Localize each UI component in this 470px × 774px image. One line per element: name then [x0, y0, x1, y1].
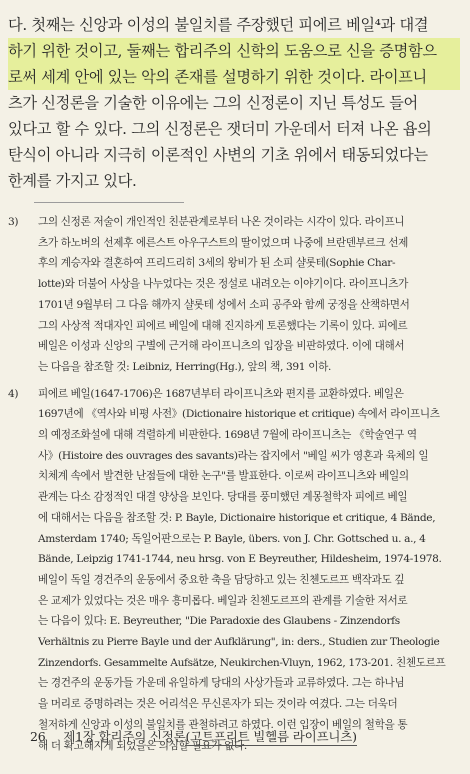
footnote-line: 사》(Histoire des ouvrages des savants)라는 잡지에서 "베일 씨가 영혼과 육체의 일: [38, 449, 429, 462]
footnote-line: 철저하게 신앙과 이성의 불일치를 관철하려고 하였다. 이런 입장이 베일의 철학을 통: [38, 718, 408, 731]
footnote-line: 는 다음을 참조할 것: Leibniz, Herring(Hg.), 앞의 책, 391 이하.: [38, 360, 331, 373]
main-text-line: 있다고 할 수 있다. 그의 신정론은 잿더미 가운데서 터져 나온 욥의: [8, 120, 432, 138]
footnote-line: 1701년 9월부터 그 다음 해까지 샬롯테 성에서 소피 공주와 함께 궁정을 산책하면서: [38, 298, 410, 311]
footnote-divider: [34, 202, 184, 203]
footnote-3: [8, 212, 460, 378]
main-text-line: 하기 위한 것이고, 둘째는 합리주의 신학의 도움으로 신을 증명함으: [8, 38, 460, 64]
footnote-line: 베일이 독일 경건주의 운동에서 중요한 축을 담당하고 있는 친첸도르프 백작과도 깊: [38, 573, 405, 586]
footnote-line: 피에르 베일(1647-1706)은 1687년부터 라이프니츠와 편지를 교환하였다. 베일은: [38, 387, 404, 400]
main-text-line: 한계를 가지고 있다.: [8, 172, 137, 190]
footnote-line: lotte)와 더불어 사상을 나누었다는 것은 정설로 내려오는 이야기이다. 라이프니츠가: [38, 278, 409, 291]
footnote-line: 을 머리로 증명하려는 것은 어리석은 무신론자가 되는 것이라 여겼다. 그는 더욱더: [38, 698, 398, 711]
footnote-line: Bände, Leipzig 1741-1744, neu hrsg. von E Beyreuther, Hildesheim, 1974-1978.: [38, 553, 442, 566]
footnote-line: 1697년에 《역사와 비평 사전》(Dictionaire historique et critique) 속에서 라이프니츠: [38, 408, 440, 421]
footnote-line: 관계는 다소 감정적인 대결 양상을 보인다. 당대를 풍미했던 계몽철학자 피에르 베일: [38, 491, 408, 504]
footnote-line: Amsterdam 1740; 독일어판으로는 P. Bayle, übers. von J. Chr. Gottsched u. a., 4: [38, 532, 426, 545]
footnote-line: 그의 사상적 적대자인 피에르 베일에 대해 진지하게 토론했다는 기록이 있다. 피에르: [38, 319, 408, 332]
footnote-line: 은 교제가 있었다는 것은 매우 흥미롭다. 베일과 친첸도르프의 관계를 기술한 저서로: [38, 594, 408, 607]
footnote-line: 그의 신정론 저술이 개인적인 친분관계로부터 나온 것이라는 시각이 있다. 라이프니: [38, 216, 405, 228]
page-number: 26: [30, 729, 46, 744]
footnote-number: 4): [8, 387, 19, 400]
footnote-line: 베일은 이성과 신앙의 구별에 근거해 라이프니츠의 입장을 비판하였다. 이에 대해서: [38, 340, 405, 353]
footnotes: [8, 212, 460, 756]
footnote-line: 는 다음이 있다: E. Beyreuther, "Die Paradoxie des Glaubens - Zinzendorfs: [38, 615, 400, 628]
main-text: [8, 12, 460, 194]
chapter-title: 제1장 합리주의 신정론: [63, 729, 186, 744]
footnote-line: 의 예정조화설에 대해 격렬하게 비판한다. 1698년 7월에 라이프니츠는 《학술연구 역: [38, 429, 417, 442]
main-text-line: 다. 첫째는 신앙과 이성의 불일치를 주장했던 피에르 베일⁴과 대결: [8, 16, 429, 34]
main-text-line: 츠가 신정론을 기술한 이유에는 그의 신정론이 지닌 특성도 들어: [8, 94, 418, 112]
footnote-line: 에 대해서는 다음을 참조할 것: P. Bayle, Dictionaire historique et critique, 4 Bände,: [38, 511, 436, 524]
main-text-line: 로써 세계 안에 있는 악의 존재를 설명하기 위한 것이다. 라이프니: [8, 64, 460, 90]
chapter-subtitle: (고트프리트 빌헬름 라이프니츠): [185, 729, 357, 744]
footnote-line: 해 더 확고해지게 되었을은 의심할 필요가 없다.: [38, 739, 247, 752]
footnote-line: 치체계 속에서 발견한 난점들에 대한 논구"를 발표한다. 이로써 라이프니츠와 베일의: [38, 470, 409, 483]
footnote-number: 3): [8, 216, 19, 228]
footnote-line: 는 경건주의 운동가들 가운데 유일하게 당대의 사상가들과 교류하였다. 그는 하나님: [38, 677, 405, 690]
footnote-4: [8, 384, 460, 757]
footnote-line: 후의 계승자와 결혼하여 프리드리히 3세의 왕비가 된 소피 샬롯테(Sophie Char-: [38, 257, 396, 270]
page-footer: [30, 727, 450, 745]
footnote-line: Verhältnis zu Pierre Bayle und der Aufklärung", in: ders., Studien zur Theologie: [38, 636, 440, 649]
main-text-line: 탄식이 아니라 지극히 이론적인 사변의 기초 위에서 태동되었다는: [8, 146, 428, 164]
footnote-line: 츠가 하노버의 선제후 에른스트 아우구스트의 딸이었으며 나중에 브란덴부르크 선제: [38, 236, 409, 249]
footnote-line: Zinzendorfs. Gesammelte Aufsätze, Neukirchen-Vluyn, 1962, 173-201. 친첸도르프: [38, 656, 446, 669]
